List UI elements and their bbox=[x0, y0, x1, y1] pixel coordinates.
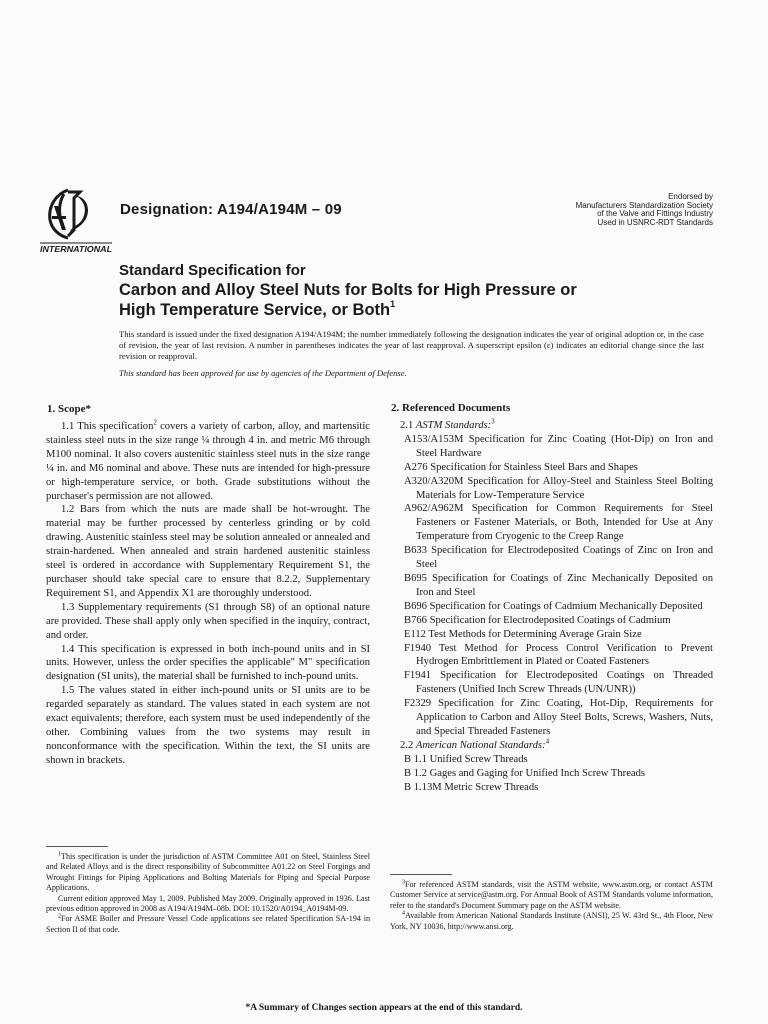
paragraph-text: 1.2 Bars from which the nuts are made shall be hot-wrought. The material may be further processed by centerless grinding or by cold drawing. Austenitic stainless steel may be solution annealed or annealed and strain-hardened. When annealed and strain hardened austenitic stainless steel is ordered in accordance with Supplementary Requirement S1, the purchaser should take special care to ensure that 8.2.2, Supplementary Requirement S1, and Appendix X1 are thoroughly understood. bbox=[46, 504, 370, 599]
logo-text: INTERNATIONAL bbox=[40, 244, 112, 254]
footnotes-right bbox=[390, 880, 713, 932]
reference-item: B 1.2 Gages and Gaging for Unified Inch Screw Threads bbox=[404, 767, 646, 779]
paragraph-text: covers a variety of carbon, alloy, and martensitic stainless steel nuts in the size range ¼ through 4 in. and metric M6 through M100 nominal. It also covers austenitic stainless steel nuts in the size range ¼ in. and M6 nominal and above. These nuts are intended for high-pressure or high-temperature service, or both. Grade substitutions without the purchaser's permission are not allowed. bbox=[46, 421, 370, 502]
reference-item: F2329 Specification for Zinc Coating, Hot-Dip, Requirements for Application to Carbon and Alloy Steel Bolts, Screws, Washers, Nuts, and Special Threaded Fasteners bbox=[404, 698, 713, 737]
reference-item: A276 Specification for Stainless Steel Bars and Shapes bbox=[404, 461, 638, 473]
footnote-rule bbox=[46, 846, 108, 847]
endorsed-line: Endorsed by bbox=[668, 192, 713, 201]
paragraph-text: 1.5 The values stated in either inch-pound units or SI units are to be regarded separately as standard. The values stated in each system are not exact equivalents; therefore, each system must be used independently of the other. Combining values from the two systems may result in nonconformance with the specification. Within the text, the SI units are shown in brackets. bbox=[46, 685, 370, 766]
footnote bbox=[390, 911, 713, 932]
reference-item: B 1.13M Metric Screw Threads bbox=[404, 781, 539, 793]
footnote-text: For referenced ASTM standards, visit the ASTM website, www.astm.org, or contact ASTM Customer Service at service@astm.org. For Annual Book of ASTM Standards volume information, refer to the standard's Document Summary page on the ASTM website. bbox=[390, 880, 713, 910]
endorsed-line: Manufacturers Standardization Society bbox=[575, 200, 713, 210]
endorsement-note bbox=[493, 193, 713, 227]
scope-paragraph bbox=[46, 643, 370, 685]
standard-notice: This standard is issued under the fixed designation A194/A194M; the number immediately following the designation indicates the year of original adoption or, in the case of revision, the year of last revision. A number in parentheses indicates the year of last reapproval. A superscript epsilon (ε) indicates an editorial change since the last revision or reapproval. bbox=[119, 329, 704, 362]
footnote-rule bbox=[390, 874, 452, 875]
footnote-number: 2 bbox=[58, 913, 61, 920]
title-text: High Temperature Service, or Both bbox=[119, 301, 391, 319]
reference-item: B696 Specification for Coatings of Cadmium Mechanically Deposited bbox=[404, 600, 703, 612]
astm-logo bbox=[38, 186, 116, 256]
footnote bbox=[46, 852, 370, 894]
designation: Designation: A194/A194M – 09 bbox=[120, 201, 342, 218]
title-line bbox=[119, 300, 719, 320]
scope-paragraph bbox=[46, 684, 370, 767]
footnote bbox=[46, 914, 370, 935]
endorsed-line: Used in USNRC-RDT Standards bbox=[597, 217, 713, 227]
footnotes-left bbox=[46, 852, 370, 935]
footnote-text: Current edition approved May 1, 2009. Published May 2009. Originally approved in 1936. Last previous edition approved in 2008 as A194/A194M–08b. DOI: 10.1520/A0194_A0194M-09. bbox=[46, 893, 370, 914]
title-footnote-mark: 1 bbox=[390, 299, 396, 309]
reference-item: B766 Specification for Electrodeposited Coatings of Cadmium bbox=[404, 614, 671, 626]
reference-item: A320/A320M Specification for Alloy-Steel and Stainless Steel Bolting Materials for Low-Temperature Service bbox=[404, 475, 713, 501]
scope-paragraph bbox=[46, 420, 370, 503]
scope-heading: 1. Scope* bbox=[47, 403, 91, 415]
subheading-number: 2.1 bbox=[400, 420, 414, 431]
footnote-text: This specification is under the jurisdiction of ASTM Committee A01 on Steel, Stainless Steel and Related Alloys and is the direct responsibility of Subcommittee A01.22 on Steel Forgings and Wrought Fittings for Piping Applications and Bolting Materials for Piping and Special Purpose Applications. bbox=[46, 852, 370, 893]
reference-item: B 1.1 Unified Screw Threads bbox=[404, 753, 528, 765]
footnote-mark: 2 bbox=[153, 418, 157, 427]
footnote bbox=[46, 894, 370, 915]
reference-item: A153/A153M Specification for Zinc Coating (Hot-Dip) on Iron and Steel Hardware bbox=[404, 433, 713, 459]
title-line: Carbon and Alloy Steel Nuts for Bolts for High Pressure or bbox=[119, 281, 577, 299]
dod-approval-note: This standard has been approved for use by agencies of the Department of Defense. bbox=[119, 368, 407, 378]
scope-paragraph bbox=[46, 601, 370, 643]
reference-item: A962/A962M Specification for Common Requirements for Steel Fasteners or Fastener Materials, or Both, Intended for Use at Any Temperature from Cryogenic to the Creep Range bbox=[404, 503, 713, 543]
referenced-documents-section bbox=[390, 401, 713, 794]
footnote-text: For ASME Boiler and Pressure Vessel Code applications see related Specification SA-194 in Section II of that code. bbox=[46, 914, 370, 934]
reference-item: E112 Test Methods for Determining Average Grain Size bbox=[404, 628, 642, 640]
subheading-label: ASTM Standards: bbox=[415, 420, 492, 431]
reference-item: B633 Specification for Electrodeposited Coatings of Zinc on Iron and Steel bbox=[404, 545, 713, 571]
footnote bbox=[390, 880, 713, 911]
paragraph-text: 1.1 This specification bbox=[61, 421, 154, 432]
footnote-mark: 3 bbox=[491, 417, 495, 426]
paragraph-text: 1.3 Supplementary requirements (S1 through S8) of an optional nature are provided. These shall apply only when specified in the inquiry, contract, and order. bbox=[46, 601, 370, 641]
footnote-number: 1 bbox=[58, 851, 61, 858]
astm-standards-subheading bbox=[390, 419, 713, 433]
footnote-text: Available from American National Standards Institute (ANSI), 25 W. 43rd St., 4th Floor, New York, NY 10036, http://www.ansi.org. bbox=[390, 911, 713, 931]
title-line: Standard Specification for bbox=[119, 262, 306, 279]
footnote-number: 4 bbox=[402, 910, 405, 917]
reference-item: F1941 Specification for Electrodeposited Coatings on Threaded Fasteners (Unified Inch Screw Threads (UN/UNR)) bbox=[404, 670, 713, 696]
footnote-mark: 4 bbox=[545, 737, 550, 746]
paragraph-text: 1.4 This specification is expressed in both inch-pound units and in SI units. However, unless the order specifies the applicable" M" specification designation (SI units), the material shall be furnished to inch-pound units. bbox=[46, 643, 370, 683]
subheading-number: 2.2 bbox=[400, 739, 414, 751]
summary-of-changes-note: *A Summary of Changes section appears at the end of this standard. bbox=[245, 1003, 523, 1013]
referenced-heading: 2. Referenced Documents bbox=[391, 402, 511, 414]
scope-section bbox=[46, 402, 370, 768]
document-title bbox=[119, 261, 719, 320]
reference-item: F1940 Test Method for Process Control Verification to Prevent Hydrogen Embrittlement in Plated or Coated Fasteners bbox=[404, 642, 713, 668]
subheading-label: American National Standards: bbox=[415, 739, 546, 751]
footnote-number: 3 bbox=[402, 879, 405, 886]
scope-paragraph bbox=[46, 503, 370, 600]
ans-standards-subheading bbox=[390, 739, 713, 753]
reference-item: B695 Specification for Coatings of Zinc Mechanically Deposited on Iron and Steel bbox=[404, 572, 713, 598]
endorsed-line: of the Valve and Fittings Industry bbox=[597, 209, 713, 219]
